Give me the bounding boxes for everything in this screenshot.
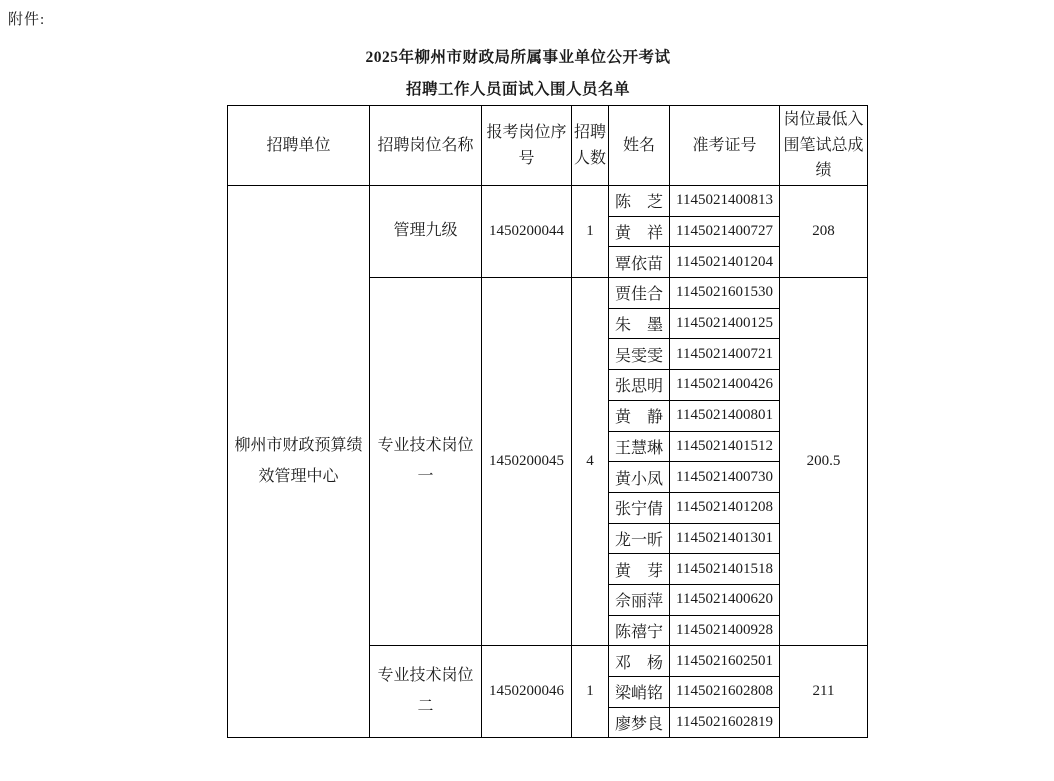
candidate-name-cell: 吴雯雯 [609, 339, 670, 370]
position-code-cell: 1450200044 [482, 186, 572, 278]
candidate-name-cell: 黄 静 [609, 400, 670, 431]
ticket-number-cell: 1145021400620 [670, 584, 780, 615]
ticket-number-cell: 1145021400721 [670, 339, 780, 370]
position-name-cell: 管理九级 [370, 186, 482, 278]
header-ticket-number: 准考证号 [670, 106, 780, 186]
candidate-name-cell: 邓 杨 [609, 646, 670, 677]
header-candidate-name: 姓名 [609, 106, 670, 186]
candidate-name-cell: 王慧琳 [609, 431, 670, 462]
ticket-number-cell: 1145021602501 [670, 646, 780, 677]
ticket-number-cell: 1145021400727 [670, 216, 780, 247]
candidate-name-cell: 张思明 [609, 370, 670, 401]
ticket-number-cell: 1145021602808 [670, 677, 780, 708]
ticket-number-cell: 1145021401208 [670, 492, 780, 523]
ticket-number-cell: 1145021602819 [670, 707, 780, 738]
header-recruiting-unit: 招聘单位 [228, 106, 370, 186]
candidate-name-cell: 梁峭铭 [609, 677, 670, 708]
candidate-name-cell: 黄 祥 [609, 216, 670, 247]
ticket-number-cell: 1145021401512 [670, 431, 780, 462]
candidate-name-cell: 朱 墨 [609, 308, 670, 339]
document-title-line1: 2025年柳州市财政局所属事业单位公开考试 [365, 49, 671, 66]
candidate-name-cell: 黄 芽 [609, 554, 670, 585]
position-name-cell: 专业技术岗位一 [370, 278, 482, 646]
recruit-count-cell: 4 [572, 278, 609, 646]
candidate-name-cell: 覃依苗 [609, 247, 670, 278]
header-recruit-count: 招聘人数 [572, 106, 609, 186]
table-row [228, 186, 868, 217]
table-header-row [228, 106, 868, 186]
ticket-number-cell: 1145021401518 [670, 554, 780, 585]
ticket-number-cell: 1145021401301 [670, 523, 780, 554]
results-table-body [228, 186, 868, 738]
candidate-name-cell: 陈 芝 [609, 186, 670, 217]
ticket-number-cell: 1145021601530 [670, 278, 780, 309]
shortlist-table [227, 105, 868, 738]
position-name-cell: 专业技术岗位二 [370, 646, 482, 738]
candidate-name-cell: 龙一昕 [609, 523, 670, 554]
ticket-number-cell: 1145021400125 [670, 308, 780, 339]
candidate-name-cell: 佘丽萍 [609, 584, 670, 615]
ticket-number-cell: 1145021401204 [670, 247, 780, 278]
ticket-number-cell: 1145021400813 [670, 186, 780, 217]
header-position-code: 报考岗位序号 [482, 106, 572, 186]
candidate-name-cell: 贾佳合 [609, 278, 670, 309]
header-position-name: 招聘岗位名称 [370, 106, 482, 186]
candidate-name-cell: 张宁倩 [609, 492, 670, 523]
document-title-line2: 招聘工作人员面试入围人员名单 [405, 81, 630, 98]
candidate-name-cell: 陈禧宁 [609, 615, 670, 646]
attachment-label: 附件: [8, 12, 46, 28]
candidate-name-cell: 黄小凤 [609, 462, 670, 493]
candidate-name-cell: 廖梦良 [609, 707, 670, 738]
min-score-cell: 211 [780, 646, 868, 738]
header-min-score: 岗位最低入围笔试总成绩 [780, 106, 868, 186]
ticket-number-cell: 1145021400426 [670, 370, 780, 401]
position-code-cell: 1450200046 [482, 646, 572, 738]
recruit-count-cell: 1 [572, 186, 609, 278]
min-score-cell: 208 [780, 186, 868, 278]
ticket-number-cell: 1145021400801 [670, 400, 780, 431]
min-score-cell: 200.5 [780, 278, 868, 646]
recruiting-unit-cell: 柳州市财政预算绩效管理中心 [228, 186, 370, 738]
ticket-number-cell: 1145021400928 [670, 615, 780, 646]
recruit-count-cell: 1 [572, 646, 609, 738]
ticket-number-cell: 1145021400730 [670, 462, 780, 493]
position-code-cell: 1450200045 [482, 278, 572, 646]
